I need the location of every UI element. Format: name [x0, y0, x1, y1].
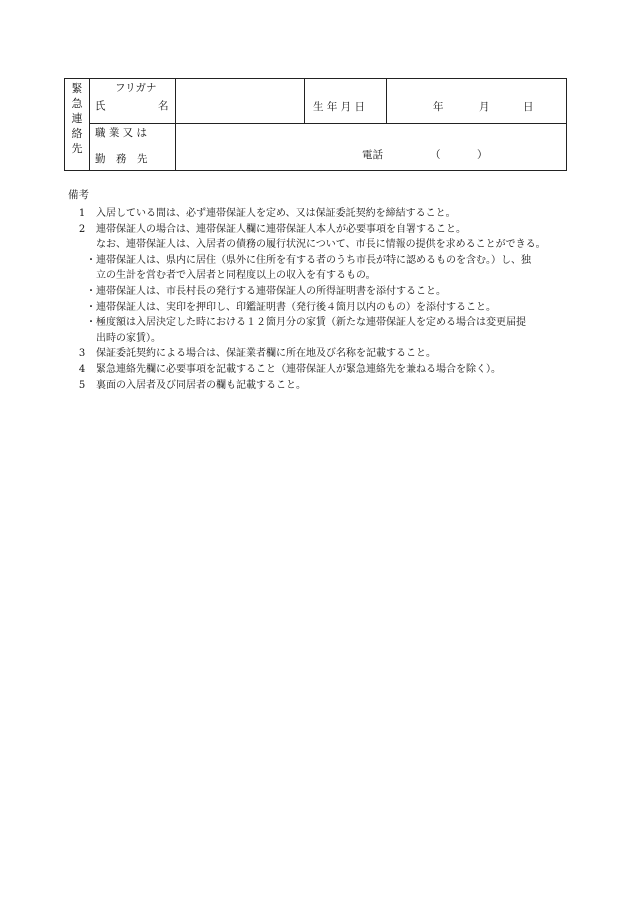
section-header-char: 先 [71, 142, 83, 155]
note-line: ・連帯保証人は、実印を押印し、印鑑証明書（発行後４箇月以内のもの）を添付すること。 [86, 301, 496, 313]
note-number: 4 [78, 364, 86, 375]
notes-title: 備考 [68, 189, 89, 201]
table-divider [386, 79, 387, 123]
note-number: 2 [78, 223, 86, 235]
note-number: 3 [78, 348, 86, 360]
note-line: ・極度額は入居決定した時における１２箇月分の家賃（新たな連帯保証人を定める場合は変更届提 [86, 317, 526, 329]
table-divider [304, 79, 305, 123]
note-text: 保証委託契約による場合は、保証業者欄に所在地及び名称を記載すること。 [96, 348, 436, 360]
note-line: なお、連帯保証人は、入居者の債務の履行状況について、市長に情報の提供を求めることができる。 [96, 239, 546, 251]
table-divider [89, 79, 90, 170]
section-header-char: 緊 [71, 82, 83, 95]
note-text: 連帯保証人の場合は、連帯保証人欄に連帯保証人本人が必要事項を自署すること。 [96, 223, 466, 235]
occupation-field[interactable] [180, 129, 360, 149]
name-field[interactable] [180, 91, 298, 111]
occupation-label-bottom: 勤 務 先 [95, 153, 148, 165]
note-line: ・連帯保証人は、県内に居住（県外に住所を有する者のうち市長が特に認めるものを含む。）し、独 [86, 254, 531, 266]
phone-label: 電話 [362, 149, 383, 161]
note-text: 緊急連絡先欄に必要事項を記載すること（連帯保証人が緊急連絡先を兼ねる場合を除く）。 [96, 364, 501, 375]
note-line: 立の生計を営む者で入居者と同程度以上の収入を有するもの。 [96, 270, 376, 282]
birth-month-field[interactable]: 月 [479, 101, 490, 113]
name-label-right: 名 [158, 100, 169, 112]
table-divider [89, 123, 566, 124]
note-text: 裏面の入居者及び同居者の欄も記載すること。 [96, 379, 306, 391]
section-header-char: 連 [71, 112, 83, 125]
furigana-label: フリガナ [115, 82, 157, 94]
birth-date-label: 生 年 月 日 [313, 101, 366, 113]
occupation-label-top: 職 業 又 は [95, 127, 148, 139]
note-line: 出時の家賃）。 [96, 332, 161, 344]
phone-paren-close: ） [477, 149, 488, 161]
birth-year-field[interactable]: 年 [433, 101, 444, 113]
note-number: 1 [78, 208, 86, 219]
birth-day-field[interactable]: 日 [523, 101, 534, 113]
emergency-contact-table [64, 78, 567, 171]
phone-paren-open: （ [430, 149, 441, 161]
name-label-left: 氏 [95, 100, 106, 112]
section-header-char: 絡 [71, 127, 83, 140]
note-number: 5 [78, 379, 86, 391]
note-text: 入居している間は、必ず連帯保証人を定め、又は保証委託契約を締結すること。 [96, 208, 456, 219]
table-divider [175, 79, 176, 170]
section-header-char: 急 [71, 97, 83, 110]
note-line: ・連帯保証人は、市長村長の発行する連帯保証人の所得証明書を添付すること。 [86, 286, 446, 297]
